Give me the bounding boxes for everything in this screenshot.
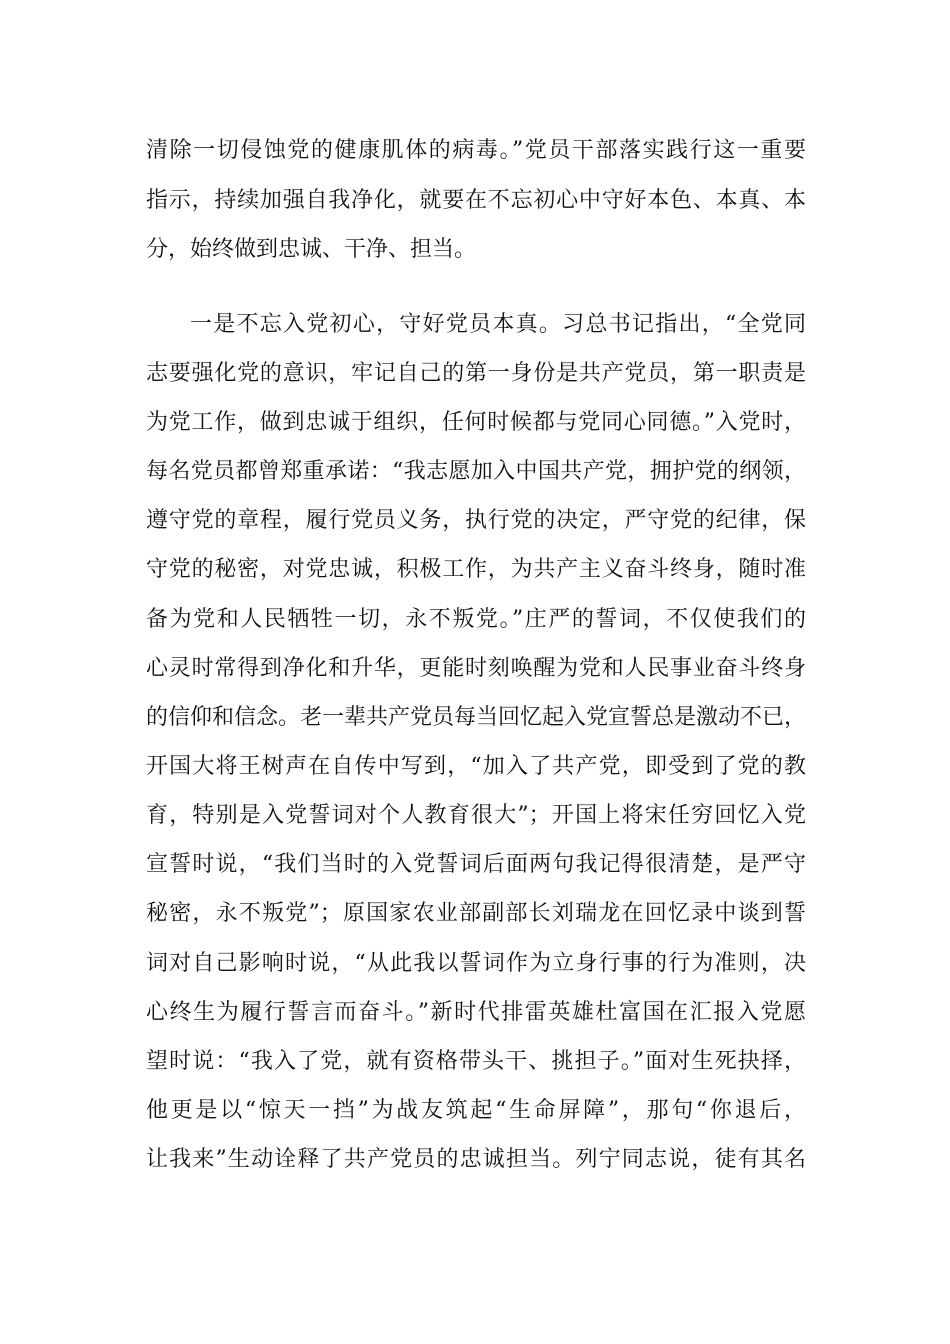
paragraph-2-line-9: 的信仰和信念。老一辈共产党员每当回忆起入党宣誓总是激动不已， [146, 705, 807, 730]
paragraph-1-line-2: 指示，持续加强自我净化，就要在不忘初心中守好本色、本真、本 [146, 188, 806, 213]
paragraph-2-line-7: 备为党和人民牺牲一切，永不叛党。”庄严的誓词，不仅使我们的 [146, 607, 806, 632]
paragraph-1-line-1: 清除一切侵蚀党的健康肌体的病毒。”党员干部落实践行这一重要 [146, 138, 806, 163]
paragraph-2-line-11: 育，特别是入党誓词对个人教育很大”；开国上将宋任穷回忆入党 [146, 803, 806, 828]
paragraph-2-line-1: 一是不忘入党初心，守好党员本真。习总书记指出，“全党同 [190, 312, 806, 337]
paragraph-2-line-16: 望时说：“我入了党，就有资格带头干、挑担子。”面对生死抉择， [146, 1049, 806, 1074]
paragraph-2-line-5: 遵守党的章程，履行党员义务，执行党的决定，严守党的纪律，保 [146, 508, 806, 533]
paragraph-2-line-4: 每名党员都曾郑重承诺：“我志愿加入中国共产党，拥护党的纲领， [146, 459, 806, 484]
paragraph-2-line-10: 开国大将王树声在自传中写到，“加入了共产党，即受到了党的教 [146, 754, 806, 779]
paragraph-2-line-15: 心终生为履行誓言而奋斗。”新时代排雷英雄杜富国在汇报入党愿 [146, 1000, 806, 1025]
paragraph-2-line-6: 守党的秘密，对党忠诚，积极工作，为共产主义奋斗终身，随时准 [146, 557, 806, 582]
paragraph-2-line-12: 宣誓时说，“我们当时的入党誓词后面两句我记得很清楚，是严守 [146, 852, 806, 877]
paragraph-2-line-2: 志要强化党的意识，牢记自己的第一身份是共产党员，第一职责是 [146, 361, 806, 386]
paragraph-2-line-8: 心灵时常得到净化和升华，更能时刻唤醒为党和人民事业奋斗终身 [146, 656, 806, 681]
paragraph-2-line-14: 词对自己影响时说，“从此我以誓词作为立身行事的行为准则，决 [146, 951, 806, 976]
paragraph-2-line-17: 他更是以“惊天一挡”为战友筑起“生命屏障”，那句“你退后， [146, 1098, 806, 1123]
paragraph-1-line-3: 分，始终做到忠诚、干净、担当。 [146, 237, 477, 262]
paragraph-2-line-3: 为党工作，做到忠诚于组织，任何时候都与党同心同德。”入党时， [146, 410, 806, 435]
paragraph-2-line-13: 秘密，永不叛党”；原国家农业部副部长刘瑞龙在回忆录中谈到誓 [146, 901, 806, 926]
paragraph-2-line-18: 让我来”生动诠释了共产党员的忠诚担当。列宁同志说，徒有其名 [146, 1147, 806, 1172]
